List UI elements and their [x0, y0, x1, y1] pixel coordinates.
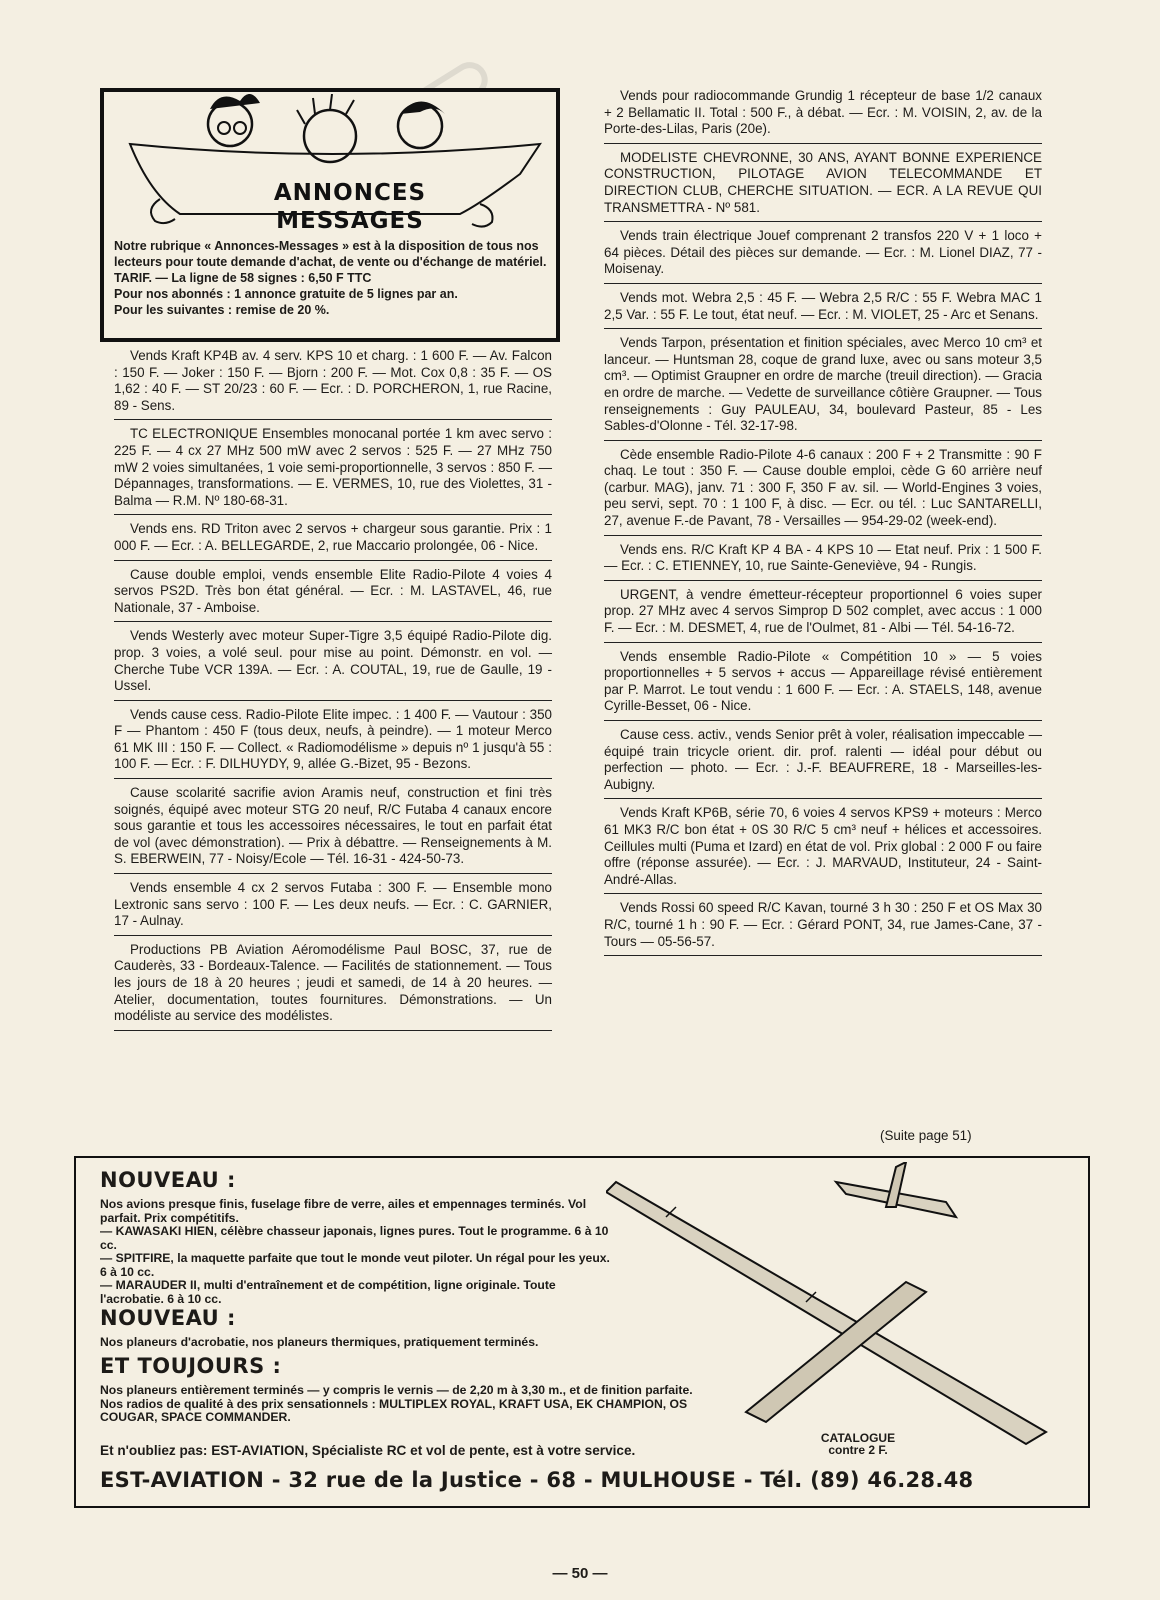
promo-line: Nos avions presque finis, fuselage fibre de verre, ailes et empennages terminés. Vol parfait. Prix compétitifs. — [100, 1197, 587, 1225]
promo-line: — SPITFIRE, la maquette parfaite que tout le monde veut piloter. Un régal pour les yeux. 6 à 10 cc. — [100, 1251, 610, 1279]
classified-ad: Vends Rossi 60 speed R/C Kavan, tourné 3 h 30 : 250 F et OS Max 30 R/C, tourné 1 h : 90 F. — Ecr. : Gérard PONT, 34, rue James-Cane, 37 - Tours — 05-56-57. — [604, 894, 1042, 956]
annonces-header — [100, 88, 560, 342]
left-column — [114, 88, 552, 1031]
classified-ad: Vends train électrique Jouef comprenant 2 transfos 220 V + 1 loco + 64 pièces. Détail des pièces sur demande. — Ecr. : M. Lionel DIAZ, 77 - Moisenay. — [604, 222, 1042, 284]
classified-ad: Productions PB Aviation Aéromodélisme Paul BOSC, 37, rue de Cauderès, 33 - Bordeaux-Talence. — Facilités de stationnement. — Tous les jours de 18 à 20 heures ; jeudi et samedi, de 14 à 20 heures. — Atelier, documentation, toutes fournitures. Démonstrations. — Un modéliste au service des modélistes. — [114, 936, 552, 1031]
classified-ad: Vends ensemble 4 cx 2 servos Futaba : 300 F. — Ensemble mono Lextronic sans servo : 100 F. — Les deux neufs. — Ecr. : C. GARNIER, 17 - Aulnay. — [114, 874, 552, 936]
header-title-messages: MESSAGES — [276, 208, 424, 234]
promo-line: Nos planeurs entièrement terminés — y compris le vernis — de 2,20 m à 3,30 m., et de finition parfaite. — [100, 1383, 693, 1397]
classified-ad: Vends ens. RD Triton avec 2 servos + chargeur sous garantie. Prix : 1 000 F. — Ecr. : A. BELLEGARDE, 2, rue Maccario prolongée, 06 - Nice. — [114, 515, 552, 560]
catalogue-price: contre 2 F. — [828, 1443, 888, 1457]
classified-ad: Vends pour radiocommande Grundig 1 récepteur de base 1/2 canaux + 2 Bellamatic II. Total : 500 F., à débat. — Ecr. : M. VOISIN, 2, av. de la Porte-des-Lilas, Paris (20e). — [604, 88, 1042, 144]
classified-ad: Vends mot. Webra 2,5 : 45 F. — Webra 2,5 R/C : 55 F. Webra MAC 1 2,5 Var. : 55 F. Le tout, état neuf. — Ecr. : M. VIOLET, 25 - Arc et Senans. — [604, 284, 1042, 329]
classified-ad: URGENT, à vendre émetteur-récepteur proportionnel 6 voies super prop. 27 MHz avec 4 servos Simprop D 502 complet, avec accus : 1 000 F. — Ecr. : M. DESMET, 4, rue de l'Oulmet, 81 - Albi — Tél. 54-16-72. — [604, 581, 1042, 643]
header-intro: Notre rubrique « Annonces-Messages » est à la disposition de tous nos lecteurs pour toute demande d'achat, de vente ou d'échange de matériel. — [114, 239, 547, 269]
promo-address: EST-AVIATION - 32 rue de la Justice - 68 - MULHOUSE - Tél. (89) 46.28.48 — [100, 1468, 974, 1492]
classified-ad: Vends ensemble Radio-Pilote « Compétition 10 » — 5 voies proportionnelles + 5 servos + accus — Appareillage révisé entièrement par P. Marrot. Le tout vendu : 1 600 F. — Ecr. : A. STAELS, 148, avenue Cyrille-Besset, 06 - Nice. — [604, 643, 1042, 721]
header-discount: Pour les suivantes : remise de 20 %. — [114, 303, 330, 317]
classified-ad: TC ELECTRONIQUE Ensembles monocanal portée 1 km avec servo : 225 F. — 4 cx 27 MHz 500 mW avec 2 servos : 525 F. — 27 MHz 750 mW 2 voies simultanées, 1 voie semi-proportionnelle, 3 servos : 850 F. — Dépannages, transformations. — E. VERMES, 10, rue des Violettes, 31 - Balma — R.M. Nº 180-68-31. — [114, 420, 552, 515]
classified-ad: Vends Kraft KP6B, série 70, 6 voies 4 servos KPS9 + moteurs : Merco 61 MK3 R/C bon état + 0S 30 R/C 5 cm³ neuf + hélices et accessoires. Ceillules multi (Puma et Izard) en état de vol. Prix global : 2 000 F ou faire offre (réponse assurée). — Ecr. : J. MARVAUD, Instituteur, 24 - Saint-André-Allas. — [604, 799, 1042, 894]
continued-note: (Suite page 51) — [880, 1128, 972, 1143]
promo-line: Nos radios de qualité à des prix sensationnels : MULTIPLEX ROYAL, KRAFT USA, EK CHAMPION, OS COUGAR, SPACE COMMANDER. — [100, 1396, 688, 1424]
classified-ad: Cause double emploi, vends ensemble Elite Radio-Pilote 4 voies 4 servos PS2D. Très bon état général. — Ecr. : M. LASTAVEL, 46, rue Nationale, 37 - Amboise. — [114, 561, 552, 623]
promo-heading-nouveau-2: NOUVEAU : — [100, 1306, 236, 1330]
classified-ad: MODELISTE CHEVRONNE, 30 ANS, AYANT BONNE EXPERIENCE CONSTRUCTION, PILOTAGE AVION TELECOMMANDE ET DIRECTION CLUB, CHERCHE SITUATION. — ECR. A LA REVUE QUI TRANSMETTRA - Nº 581. — [604, 144, 1042, 222]
header-description — [114, 238, 552, 318]
classified-ad: Vends Tarpon, présentation et finition spéciales, avec Merco 10 cm³ et lanceur. — Huntsman 28, coque de grand luxe, avec ou sans moteur 3,5 cm³. — Optimist Graupner en ordre de marche (treuil direction). — Gracia en ordre de marche. — Vedette de surveillance côtière Graupner. — Tous renseignements : Guy PAULEAU, 34, boulevard Pasteur, 85 - Les Sables-d'Olonne - Tél. 32-17-98. — [604, 329, 1042, 441]
est-aviation-advertisement — [74, 1156, 1090, 1508]
classified-ad: Vends Kraft KP4B av. 4 serv. KPS 10 et charg. : 1 600 F. — Av. Falcon : 150 F. — Joker : 150 F. — Bjorn : 200 F. — Mot. Cox 0,8 : 35 F. — OS 1,62 : 40 F. — ST 20/23 : 60 F. — Ecr. : D. PORCHERON, 1, rue Racine, 89 - Sens. — [114, 342, 552, 420]
classified-ad: Vends Westerly avec moteur Super-Tigre 3,5 équipé Radio-Pilote dig. prop. 3 voies, a volé seul. pour mise au point. Démonstr. en vol. — Cherche Tube VCR 139A. — Ecr. : A. COUTAL, 19, rue de Gaulle, 19 - Ussel. — [114, 622, 552, 700]
glider-illustration — [606, 1162, 1076, 1452]
promo-heading-et-toujours: ET TOUJOURS : — [100, 1354, 282, 1378]
classified-ad: Vends cause cess. Radio-Pilote Elite impec. : 1 400 F. — Vautour : 350 F — Phantom : 450 F (tous deux, neufs, à peindre). — 1 moteur Merco 61 MK III : 150 F. — Collect. « Radiomodélisme » depuis nº 1 jusqu'à 55 : 100 F. — Ecr. : F. DILHUYDY, 9, allée G.-Bizet, 95 - Bezons. — [114, 701, 552, 779]
promo-gliders: Nos planeurs d'acrobatie, nos planeurs thermiques, pratiquement terminés. — [100, 1335, 539, 1349]
promo-line: — KAWASAKI HIEN, célèbre chasseur japonais, lignes pures. Tout le programme. 6 à 10 cc. — [100, 1224, 609, 1252]
page-number: — 50 — — [552, 1565, 608, 1582]
promo-heading-nouveau: NOUVEAU : — [100, 1168, 236, 1192]
right-column — [604, 88, 1042, 956]
header-subscribers: Pour nos abonnés : 1 annonce gratuite de 5 lignes par an. — [114, 287, 458, 301]
header-title-annonces: ANNONCES — [273, 180, 427, 206]
classified-ad: Cause scolarité sacrifie avion Aramis neuf, construction et fini très soignés, équipé avec moteur STG 20 neuf, R/C Futaba 4 canaux encore sous garantie et tous les accessoires nécessaires, le tout en parfait état de vol (avec démonstration). — Prix à débattre. — Renseignements à M. S. EBERWEIN, 77 - Noisy/Ecole — Tél. 16-31 - 424-50-73. — [114, 779, 552, 874]
header-tarif: TARIF. — La ligne de 58 signes : 6,50 F TTC — [114, 271, 372, 285]
promo-tagline: Et n'oubliez pas: EST-AVIATION, Spécialiste RC et vol de pente, est à votre service. — [100, 1443, 636, 1458]
classified-ad: Cède ensemble Radio-Pilote 4-6 canaux : 200 F + 2 Transmitte : 90 F chaq. Le tout : 350 F. — Cause double emploi, cède G 60 arrière neuf (carbur. MAG), janv. 71 : 300 F, 350 F av. sil. — World-Engines 3 voies, peu servi, sept. 70 : 1 100 F, à disc. — Ecr. ou tél. : Luc SANTARELLI, 27, avenue F.-de Pavant, 78 - Versailles — 954-29-02 (week-end). — [604, 441, 1042, 536]
catalogue-label: CATALOGUE — [820, 1431, 896, 1445]
classified-ad: Cause cess. activ., vends Senior prêt à voler, réalisation impeccable — équipé train tricycle orient. dir. prof. ralenti — idéal pour début ou perfection — photo. — Ecr. : J.-F. BEAUFRERE, 18 - Marseilles-les-Aubigny. — [604, 721, 1042, 799]
classified-ad: Vends ens. R/C Kraft KP 4 BA - 4 KPS 10 — Etat neuf. Prix : 1 500 F. — Ecr. : C. ETIENNEY, 10, rue Sainte-Geneviève, 94 - Rungis. — [604, 536, 1042, 581]
promo-aircraft-list — [100, 1198, 620, 1306]
promo-line: — MARAUDER II, multi d'entraînement et de compétition, ligne originale. Toute l'acrobatie. 6 à 10 cc. — [100, 1278, 556, 1306]
